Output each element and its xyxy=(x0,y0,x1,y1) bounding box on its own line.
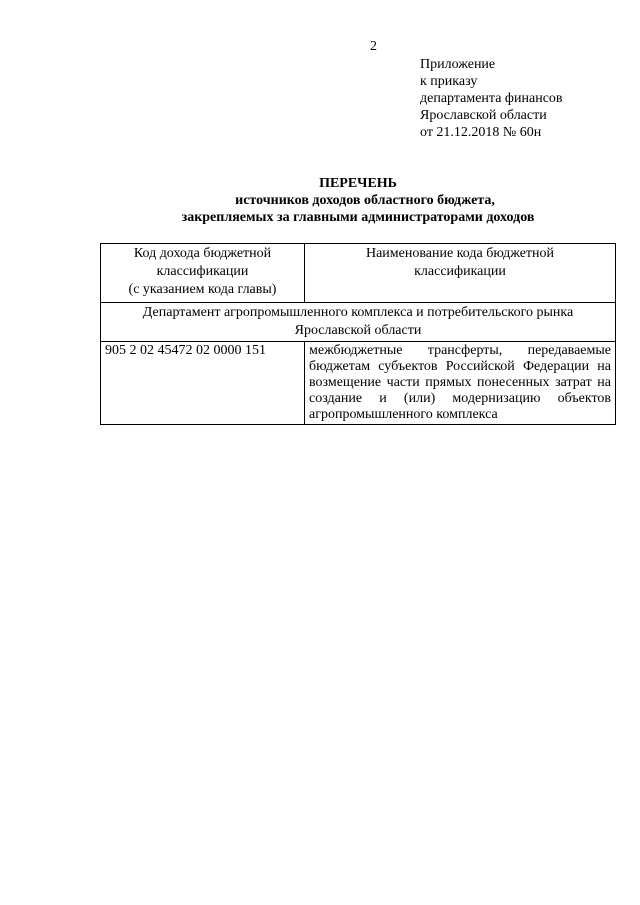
appendix-line: Приложение xyxy=(420,57,496,72)
title-line: закрепляемых за главными администраторами доходов xyxy=(181,210,535,225)
header-code-cell xyxy=(101,244,305,303)
header-line: (с указанием кода главы) xyxy=(128,282,277,297)
income-code-cell: 905 2 02 45472 02 0000 151 xyxy=(101,342,305,425)
header-name-cell xyxy=(305,244,616,303)
income-description-text: межбюджетные трансферты, передаваемые бюджетам субъектов Российской Федерации на возмещение части прямых понесенных затрат на создание и (или) модернизацию объектов агропромышленного комплекса xyxy=(309,343,611,422)
header-line: Код дохода бюджетной xyxy=(133,246,272,261)
title-line: ПЕРЕЧЕНЬ xyxy=(319,176,397,191)
department-line: Департамент агропромышленного комплекса и потребительского рынка xyxy=(142,305,574,320)
document-title xyxy=(100,175,616,226)
department-cell xyxy=(101,303,616,342)
department-row xyxy=(101,303,616,342)
appendix-line: от 21.12.2018 № 60н xyxy=(420,125,542,140)
appendix-line: к приказу xyxy=(420,74,478,89)
table-row xyxy=(101,342,616,425)
appendix-line: Ярославской области xyxy=(420,108,547,123)
department-line: Ярославской области xyxy=(294,323,422,338)
header-line: классификации xyxy=(156,264,249,279)
appendix-line: департамента финансов xyxy=(420,91,563,106)
income-sources-table xyxy=(100,243,616,425)
table-header-row xyxy=(101,244,616,303)
title-line: источников доходов областного бюджета, xyxy=(235,193,495,208)
header-line: классификации xyxy=(414,264,506,279)
appendix-header xyxy=(420,56,630,141)
header-line: Наименование кода бюджетной xyxy=(365,246,555,261)
page-number: 2 xyxy=(370,39,377,54)
income-description-cell xyxy=(305,342,616,425)
